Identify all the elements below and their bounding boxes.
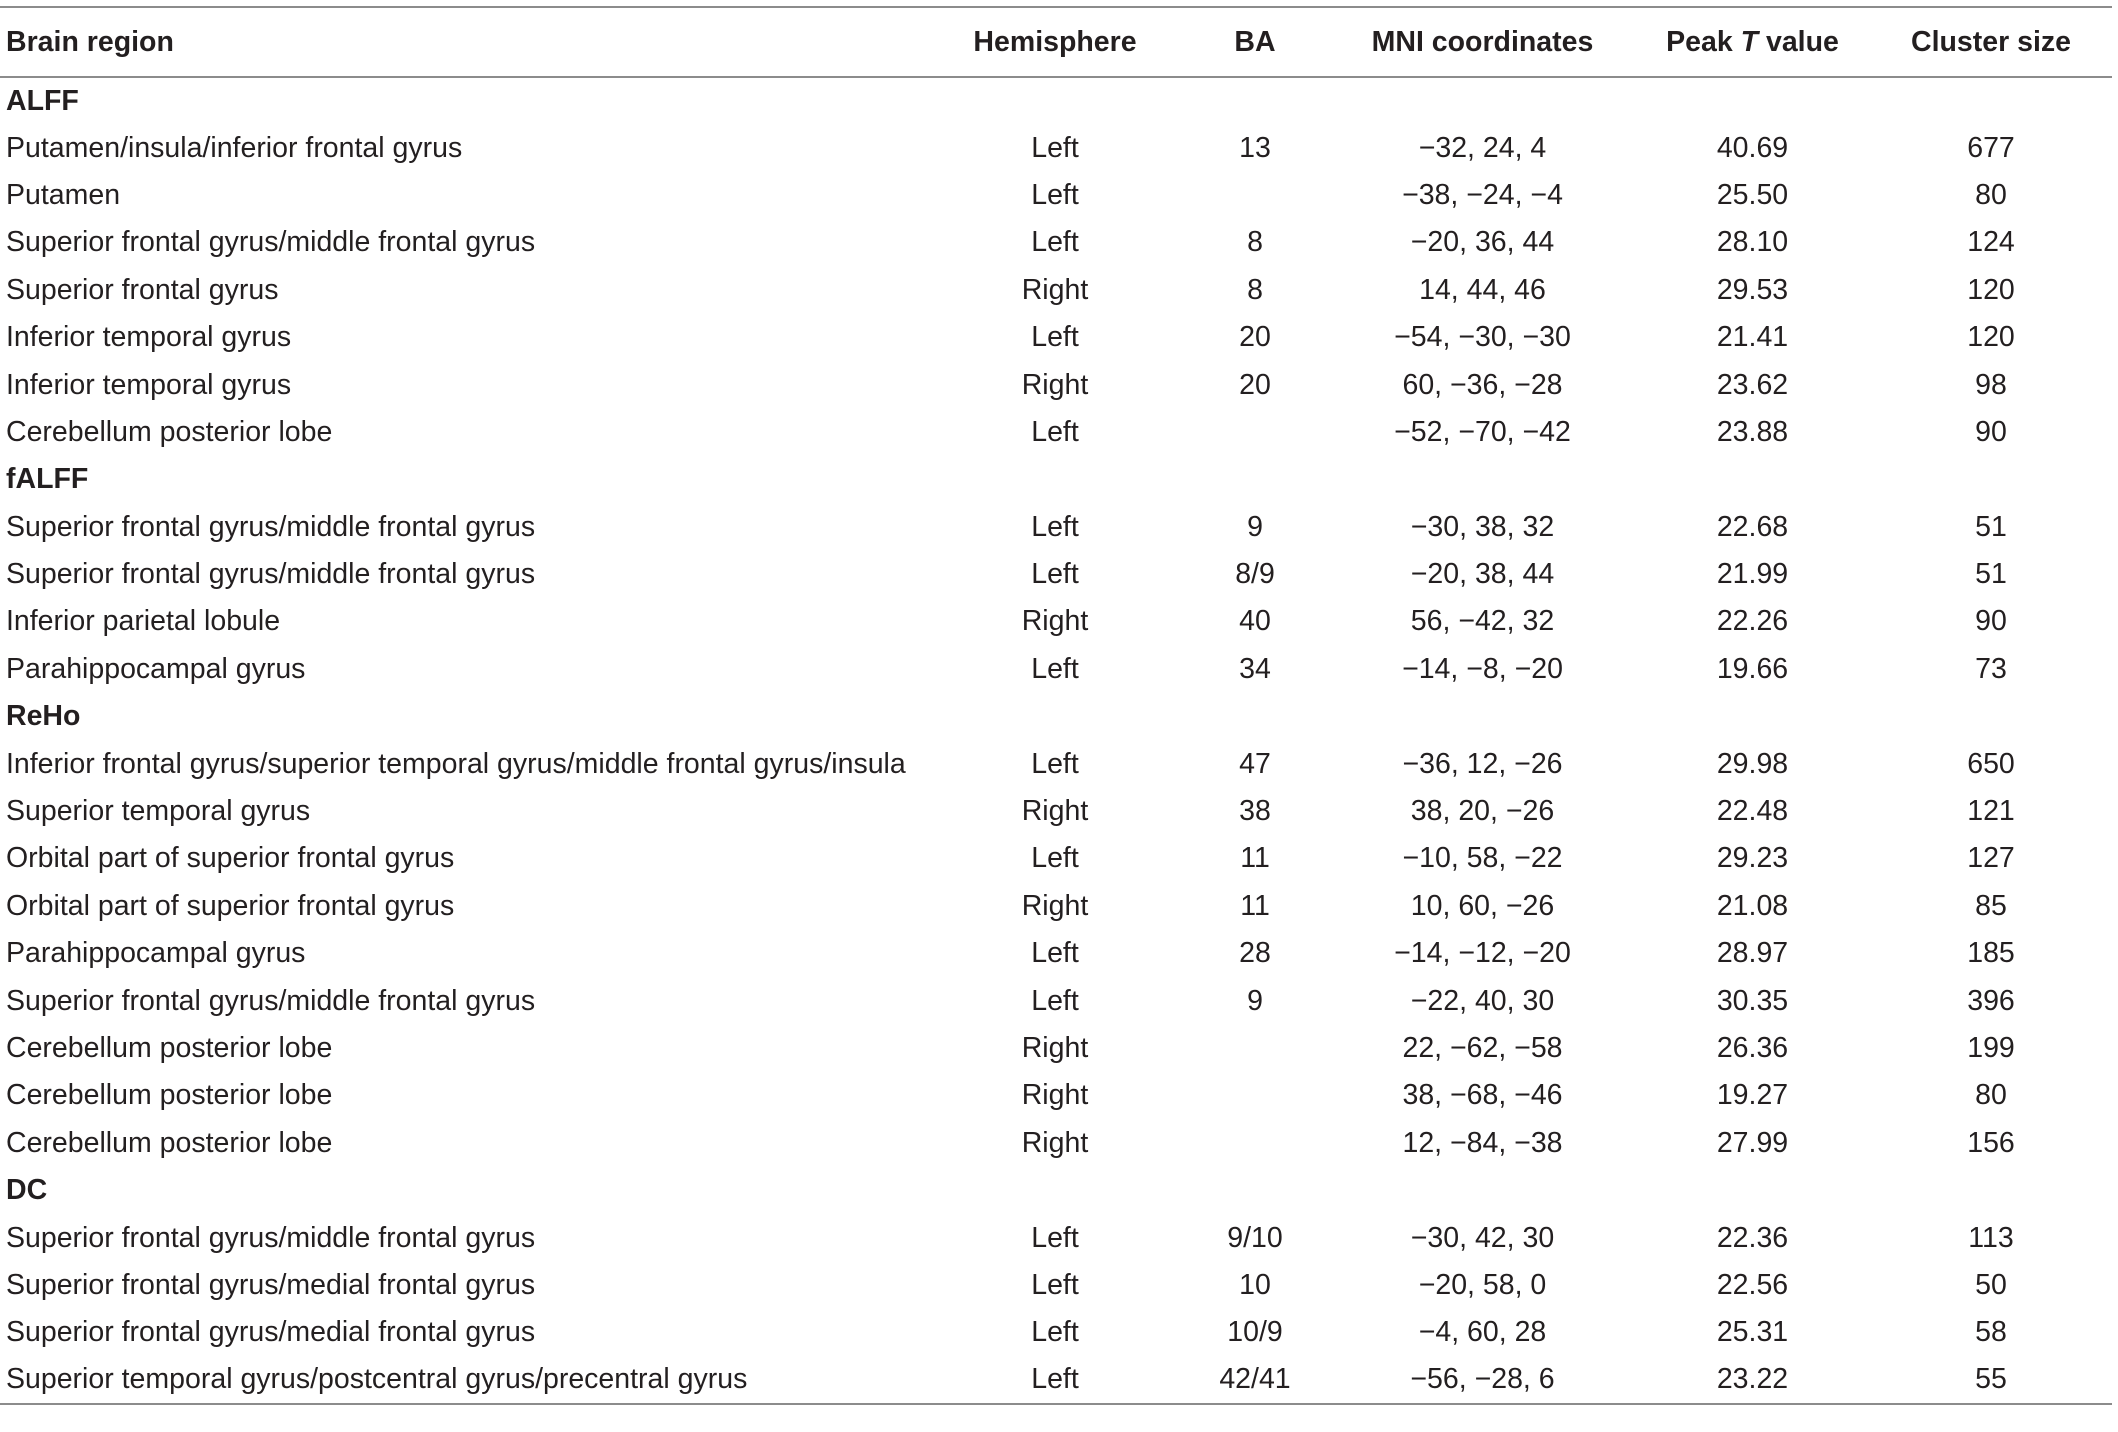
- section-title: ALFF: [6, 84, 79, 117]
- cell-brain-region: Inferior temporal gyrus: [6, 368, 292, 401]
- cell-peak-t-value: 40.69: [1716, 131, 1789, 164]
- cell-mni-coordinates: −4, 60, 28: [1418, 1316, 1547, 1349]
- header-brain-region: Brain region: [0, 7, 930, 77]
- header-peak-t-value: [1635, 7, 1870, 77]
- cell-brain-region: Superior frontal gyrus/medial frontal gyrus: [6, 1316, 536, 1349]
- cell-brain-region: Superior frontal gyrus/middle frontal gyrus: [6, 558, 536, 591]
- cell-peak-t-value: 30.35: [1716, 984, 1789, 1017]
- cell-peak-t-value: 27.99: [1716, 1126, 1789, 1159]
- cell-mni-coordinates: 22, −62, −58: [1402, 1032, 1563, 1064]
- cell-peak-t-value: 29.53: [1716, 273, 1789, 306]
- cell-ba: [1180, 409, 1330, 456]
- cell-hemisphere: Left: [1031, 510, 1079, 543]
- table-row: [0, 1262, 2112, 1309]
- cell-cluster-size: 98: [1975, 368, 2007, 401]
- cell-ba: 38: [1239, 795, 1271, 828]
- cell-cluster-size: 677: [1967, 131, 2015, 164]
- cell-peak-t-value: 22.26: [1716, 605, 1789, 638]
- cell-ba: 10: [1239, 1268, 1271, 1301]
- cell-peak-t-value: 23.88: [1716, 415, 1789, 448]
- cell-peak-t-value: 28.10: [1716, 226, 1789, 259]
- cell-brain-region: Inferior parietal lobule: [6, 605, 281, 638]
- cell-hemisphere: Left: [1031, 1268, 1079, 1301]
- cell-cluster-size: 80: [1975, 178, 2007, 211]
- cell-mni-coordinates: −22, 40, 30: [1410, 984, 1555, 1017]
- cell-brain-region: Superior frontal gyrus/middle frontal gyrus: [6, 1221, 536, 1254]
- cell-hemisphere: Left: [1031, 321, 1079, 354]
- cell-ba: [1180, 1072, 1330, 1119]
- table-row: [0, 172, 2112, 219]
- table-row: [0, 504, 2112, 551]
- header-peak-prefix: Peak: [1666, 25, 1741, 58]
- cell-ba: [1180, 1120, 1330, 1167]
- table-row: [0, 835, 2112, 882]
- cell-hemisphere: Left: [1031, 937, 1079, 970]
- cell-brain-region: Orbital part of superior frontal gyrus: [6, 889, 455, 922]
- cell-peak-t-value: 19.27: [1716, 1079, 1789, 1112]
- cell-hemisphere: Right: [1021, 1032, 1089, 1064]
- cell-cluster-size: 50: [1975, 1268, 2007, 1301]
- cell-mni-coordinates: −30, 38, 32: [1410, 510, 1555, 543]
- section-row: [0, 456, 2112, 503]
- cell-ba: 47: [1239, 747, 1271, 780]
- cell-cluster-size: 90: [1975, 415, 2007, 448]
- table-row: [0, 598, 2112, 645]
- section-title: fALFF: [6, 463, 89, 496]
- cell-peak-t-value: 29.23: [1716, 842, 1789, 875]
- cell-peak-t-value: 25.50: [1716, 178, 1789, 211]
- cell-ba: 9/10: [1227, 1221, 1283, 1254]
- cell-hemisphere: Left: [1031, 1221, 1079, 1254]
- cell-brain-region: Cerebellum posterior lobe: [6, 415, 333, 448]
- cell-cluster-size: 120: [1967, 273, 2015, 306]
- cell-hemisphere: Left: [1031, 415, 1079, 448]
- cell-peak-t-value: 25.31: [1716, 1316, 1789, 1349]
- cell-brain-region: Superior frontal gyrus/middle frontal gyrus: [6, 510, 536, 543]
- cell-peak-t-value: 22.36: [1716, 1221, 1789, 1254]
- cell-cluster-size: 51: [1975, 558, 2007, 591]
- cell-brain-region: Inferior temporal gyrus: [6, 321, 292, 354]
- cell-peak-t-value: 21.08: [1716, 889, 1789, 922]
- cell-ba: 8: [1247, 226, 1263, 259]
- cell-hemisphere: Left: [1031, 226, 1079, 259]
- cell-mni-coordinates: −54, −30, −30: [1394, 321, 1571, 354]
- section-title: ReHo: [6, 700, 81, 733]
- cell-peak-t-value: 22.48: [1716, 795, 1789, 828]
- cell-brain-region: Parahippocampal gyrus: [6, 937, 306, 970]
- cell-brain-region: Cerebellum posterior lobe: [6, 1032, 333, 1064]
- cell-peak-t-value: 26.36: [1716, 1032, 1789, 1064]
- cell-mni-coordinates: −20, 58, 0: [1418, 1268, 1547, 1301]
- cell-cluster-size: 156: [1967, 1126, 2015, 1159]
- cell-brain-region: Superior frontal gyrus: [6, 273, 279, 306]
- cell-ba: 11: [1240, 889, 1270, 922]
- table-row: [0, 124, 2112, 171]
- cell-cluster-size: 85: [1975, 889, 2007, 922]
- cell-hemisphere: Left: [1031, 1316, 1079, 1349]
- cell-ba: 11: [1240, 842, 1270, 875]
- table-row: [0, 551, 2112, 598]
- header-row: [0, 7, 2112, 77]
- table-row: [0, 1072, 2112, 1119]
- cell-peak-t-value: 22.68: [1716, 510, 1789, 543]
- cell-ba: [1180, 172, 1330, 219]
- table-body: [0, 77, 2112, 1404]
- table-row: [0, 977, 2112, 1024]
- table-row: [0, 219, 2112, 266]
- header-ba: BA: [1180, 7, 1330, 77]
- table-row: [0, 740, 2112, 787]
- cell-ba: 42/41: [1180, 1357, 1330, 1404]
- header-cluster-size: Cluster size: [1870, 7, 2112, 77]
- cell-cluster-size: 51: [1975, 510, 2007, 543]
- cell-mni-coordinates: −20, 36, 44: [1410, 226, 1555, 259]
- cell-peak-t-value: 28.97: [1716, 937, 1789, 970]
- cell-hemisphere: Right: [1021, 368, 1089, 401]
- cell-mni-coordinates: −14, −12, −20: [1394, 937, 1571, 970]
- table-row: [0, 1025, 2112, 1072]
- cell-hemisphere: Left: [1031, 652, 1079, 685]
- cell-mni-coordinates: −10, 58, −22: [1402, 842, 1563, 875]
- cell-cluster-size: 55: [1870, 1357, 2112, 1404]
- table-row: [0, 267, 2112, 314]
- cell-brain-region: Parahippocampal gyrus: [6, 652, 306, 685]
- cell-hemisphere: Left: [1031, 747, 1079, 780]
- cell-peak-t-value: 23.22: [1635, 1357, 1870, 1404]
- cell-mni-coordinates: −56, −28, 6: [1330, 1357, 1635, 1404]
- cell-brain-region: Putamen: [6, 178, 121, 211]
- header-hemisphere: Hemisphere: [930, 7, 1180, 77]
- table-header: [0, 7, 2112, 77]
- cell-mni-coordinates: −32, 24, 4: [1418, 131, 1547, 164]
- cell-hemisphere: Right: [1021, 1126, 1089, 1159]
- cell-cluster-size: 90: [1975, 605, 2007, 638]
- cell-hemisphere: Right: [1021, 605, 1089, 638]
- cell-hemisphere: Left: [1031, 178, 1079, 211]
- table-row: [0, 646, 2112, 693]
- cell-ba: [1180, 1025, 1330, 1072]
- cell-hemisphere: Right: [1021, 1079, 1089, 1112]
- cell-brain-region: Cerebellum posterior lobe: [6, 1126, 333, 1159]
- cell-hemisphere: Left: [1031, 842, 1079, 875]
- cell-cluster-size: 650: [1967, 747, 2015, 780]
- cell-brain-region: Putamen/insula/inferior frontal gyrus: [6, 131, 463, 164]
- header-peak-t: T: [1740, 25, 1759, 58]
- cell-cluster-size: 120: [1967, 321, 2015, 354]
- cell-ba: 20: [1239, 321, 1271, 354]
- table-row: [0, 409, 2112, 456]
- cell-mni-coordinates: −20, 38, 44: [1410, 558, 1555, 591]
- cell-ba: 8/9: [1235, 558, 1275, 591]
- cell-ba: 34: [1239, 652, 1271, 685]
- cell-mni-coordinates: 14, 44, 46: [1419, 273, 1546, 306]
- cell-hemisphere: Left: [1031, 558, 1079, 591]
- table-row: [0, 883, 2112, 930]
- cell-cluster-size: 73: [1975, 652, 2007, 685]
- header-peak-suffix: value: [1758, 25, 1839, 58]
- cell-ba: 8: [1247, 273, 1263, 306]
- cell-hemisphere: Right: [1021, 273, 1089, 306]
- table-row: [0, 361, 2112, 408]
- cell-brain-region: Superior frontal gyrus/middle frontal gyrus: [6, 226, 536, 259]
- cell-brain-region: Superior frontal gyrus/middle frontal gyrus: [6, 984, 536, 1017]
- header-mni-coordinates: MNI coordinates: [1330, 7, 1635, 77]
- cell-peak-t-value: 19.66: [1716, 652, 1789, 685]
- cell-hemisphere: Left: [1031, 984, 1079, 1017]
- cell-mni-coordinates: 60, −36, −28: [1402, 368, 1563, 401]
- cell-brain-region: Inferior frontal gyrus/superior temporal gyrus/middle frontal gyrus/insula: [6, 747, 906, 780]
- section-title: DC: [6, 1174, 48, 1207]
- cell-cluster-size: 127: [1967, 842, 2015, 875]
- table-row: [0, 788, 2112, 835]
- table-row: [0, 1120, 2112, 1167]
- cell-mni-coordinates: 38, −68, −46: [1402, 1079, 1563, 1112]
- table-row: [0, 930, 2112, 977]
- cell-hemisphere: Left: [930, 1357, 1180, 1404]
- cell-brain-region: Cerebellum posterior lobe: [6, 1079, 333, 1112]
- cell-ba: 28: [1239, 937, 1271, 970]
- cell-peak-t-value: 29.98: [1716, 747, 1789, 780]
- results-table: [0, 6, 2112, 1405]
- cell-ba: 20: [1239, 368, 1271, 401]
- section-row: [0, 1167, 2112, 1214]
- cell-cluster-size: 113: [1968, 1221, 2014, 1254]
- cell-brain-region: Superior temporal gyrus: [6, 795, 311, 828]
- cell-ba: 10/9: [1227, 1316, 1283, 1349]
- cell-mni-coordinates: 10, 60, −26: [1410, 889, 1555, 922]
- cell-mni-coordinates: −38, −24, −4: [1402, 178, 1563, 211]
- cell-mni-coordinates: 56, −42, 32: [1410, 605, 1555, 638]
- cell-brain-region: Superior temporal gyrus/postcentral gyrus/precentral gyrus: [0, 1357, 930, 1404]
- table-row: [0, 314, 2112, 361]
- cell-ba: 9: [1247, 510, 1263, 543]
- cell-mni-coordinates: −36, 12, −26: [1402, 747, 1563, 780]
- cell-cluster-size: 124: [1967, 226, 2015, 259]
- cell-cluster-size: 396: [1967, 984, 2015, 1017]
- cell-ba: 40: [1239, 605, 1271, 638]
- table-row: [0, 1309, 2112, 1356]
- cell-peak-t-value: 23.62: [1716, 368, 1789, 401]
- cell-cluster-size: 58: [1975, 1316, 2007, 1349]
- cell-mni-coordinates: −52, −70, −42: [1394, 415, 1571, 448]
- cell-mni-coordinates: 38, 20, −26: [1410, 795, 1555, 828]
- cell-hemisphere: Right: [1021, 795, 1089, 828]
- cell-hemisphere: Right: [1021, 889, 1089, 922]
- cell-ba: 9: [1247, 984, 1263, 1017]
- table-row: [0, 1214, 2112, 1261]
- cell-peak-t-value: 22.56: [1716, 1268, 1789, 1301]
- section-row: [0, 77, 2112, 124]
- cell-mni-coordinates: 12, −84, −38: [1402, 1126, 1563, 1159]
- cell-cluster-size: 185: [1967, 937, 2015, 970]
- section-row: [0, 693, 2112, 740]
- cell-hemisphere: Left: [1031, 131, 1079, 164]
- cell-ba: 13: [1239, 131, 1271, 164]
- table-row: [0, 1357, 2112, 1404]
- cell-brain-region: Orbital part of superior frontal gyrus: [6, 842, 455, 875]
- cell-brain-region: Superior frontal gyrus/medial frontal gyrus: [6, 1268, 536, 1301]
- cell-peak-t-value: 21.41: [1716, 321, 1789, 354]
- cell-cluster-size: 121: [1967, 795, 2015, 828]
- cell-cluster-size: 80: [1975, 1079, 2007, 1112]
- cell-cluster-size: 199: [1967, 1032, 2015, 1064]
- cell-mni-coordinates: −14, −8, −20: [1402, 652, 1563, 685]
- cell-peak-t-value: 21.99: [1716, 558, 1789, 591]
- cell-mni-coordinates: −30, 42, 30: [1410, 1221, 1555, 1254]
